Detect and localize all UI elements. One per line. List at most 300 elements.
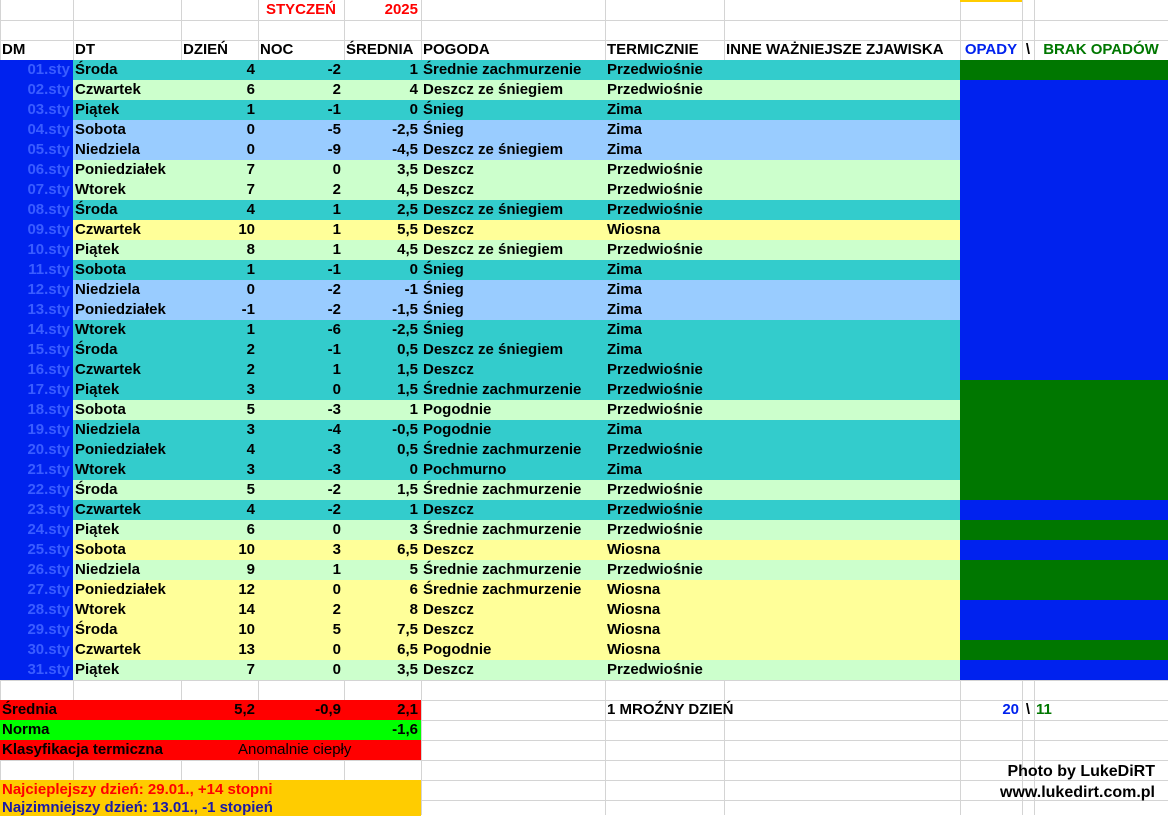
col-header-weather[interactable]: POGODA [423, 41, 490, 58]
thermal-cell[interactable]: Przedwiośnie [605, 200, 724, 220]
frost-days-cell[interactable]: 1 MROŹNY DZIEŃ [607, 701, 734, 718]
day-temp-cell[interactable]: 9 [181, 560, 258, 580]
avg-temp-cell[interactable]: 6 [344, 580, 421, 600]
avg-temp-cell[interactable]: 2,5 [344, 200, 421, 220]
weather-cell[interactable]: Deszcz [421, 540, 605, 560]
weather-cell[interactable]: Deszcz [421, 180, 605, 200]
weather-cell[interactable]: Deszcz ze śniegiem [421, 200, 605, 220]
night-temp-cell[interactable]: 0 [258, 160, 344, 180]
date-cell[interactable]: 11.sty [0, 260, 73, 280]
no-precip-indicator [960, 560, 1168, 580]
avg-temp-cell[interactable]: -4,5 [344, 140, 421, 160]
precip-indicator [960, 320, 1168, 340]
events-cell[interactable] [724, 380, 960, 400]
thermal-cell[interactable]: Zima [605, 340, 724, 360]
avg-temp-cell[interactable]: 0 [344, 100, 421, 120]
class-value-cell[interactable]: Anomalnie ciepły [236, 740, 421, 760]
precip-indicator [960, 200, 1168, 220]
avg-night-cell[interactable]: -0,9 [258, 700, 344, 720]
weather-cell[interactable]: Pochmurno [421, 460, 605, 480]
day-temp-cell[interactable]: 10 [181, 220, 258, 240]
weekday-cell[interactable]: Środa [73, 340, 181, 360]
weekday-cell[interactable]: Piątek [73, 520, 181, 540]
thermal-cell[interactable]: Przedwiośnie [605, 440, 724, 460]
events-cell[interactable] [724, 660, 960, 680]
col-header-night[interactable]: NOC [260, 41, 294, 58]
events-cell[interactable] [724, 420, 960, 440]
date-cell[interactable]: 18.sty [0, 400, 73, 420]
no-precip-indicator [960, 400, 1168, 420]
avg-temp-cell[interactable]: 7,5 [344, 620, 421, 640]
night-temp-cell[interactable]: -2 [258, 60, 344, 80]
weather-cell[interactable]: Pogodnie [421, 420, 605, 440]
events-cell[interactable] [724, 500, 960, 520]
weekday-cell[interactable]: Sobota [73, 120, 181, 140]
thermal-cell[interactable]: Przedwiośnie [605, 400, 724, 420]
day-temp-cell[interactable]: 3 [181, 380, 258, 400]
precip-indicator [960, 600, 1168, 620]
night-temp-cell[interactable]: -4 [258, 420, 344, 440]
avg-temp-cell[interactable]: 5,5 [344, 220, 421, 240]
weather-cell[interactable]: Deszcz [421, 220, 605, 240]
night-temp-cell[interactable]: -2 [258, 480, 344, 500]
thermal-cell[interactable]: Zima [605, 140, 724, 160]
class-label-cell[interactable]: Klasyfikacja termiczna [0, 740, 236, 760]
avg-temp-cell[interactable]: 1 [344, 400, 421, 420]
weather-cell[interactable]: Średnie zachmurzenie [421, 60, 605, 80]
thermal-cell[interactable]: Przedwiośnie [605, 380, 724, 400]
warmest-note[interactable]: Najcieplejszy dzień: 29.01., +14 stopni [2, 781, 273, 798]
day-temp-cell[interactable]: 10 [181, 620, 258, 640]
date-cell[interactable]: 03.sty [0, 100, 73, 120]
thermal-cell[interactable]: Przedwiośnie [605, 520, 724, 540]
weekday-cell[interactable]: Niedziela [73, 280, 181, 300]
weather-cell[interactable]: Śnieg [421, 100, 605, 120]
date-cell[interactable]: 10.sty [0, 240, 73, 260]
events-cell[interactable] [724, 140, 960, 160]
precip-indicator [960, 340, 1168, 360]
date-cell[interactable]: 02.sty [0, 80, 73, 100]
photo-credit[interactable]: Photo by LukeDiRT [1007, 763, 1155, 780]
weekday-cell[interactable]: Piątek [73, 380, 181, 400]
no-precip-indicator [960, 640, 1168, 660]
day-temp-cell[interactable]: 1 [181, 320, 258, 340]
weather-cell[interactable]: Pogodnie [421, 640, 605, 660]
night-temp-cell[interactable]: 3 [258, 540, 344, 560]
day-temp-cell[interactable]: 4 [181, 440, 258, 460]
precip-indicator [960, 160, 1168, 180]
events-cell[interactable] [724, 320, 960, 340]
thermal-cell[interactable]: Przedwiośnie [605, 240, 724, 260]
day-temp-cell[interactable]: 4 [181, 500, 258, 520]
night-temp-cell[interactable]: 2 [258, 180, 344, 200]
weather-cell[interactable]: Śnieg [421, 280, 605, 300]
noprecip-count-cell[interactable]: 11 [1036, 701, 1052, 718]
date-cell[interactable]: 20.sty [0, 440, 73, 460]
night-temp-cell[interactable]: 1 [258, 240, 344, 260]
thermal-cell[interactable]: Przedwiośnie [605, 60, 724, 80]
thermal-cell[interactable]: Przedwiośnie [605, 560, 724, 580]
thermal-cell[interactable]: Zima [605, 460, 724, 480]
no-precip-indicator [960, 440, 1168, 460]
weather-cell[interactable]: Deszcz [421, 660, 605, 680]
day-temp-cell[interactable]: 0 [181, 120, 258, 140]
weather-cell[interactable]: Deszcz ze śniegiem [421, 140, 605, 160]
weather-cell[interactable]: Śnieg [421, 300, 605, 320]
thermal-cell[interactable]: Przedwiośnie [605, 660, 724, 680]
day-temp-cell[interactable]: 12 [181, 580, 258, 600]
count-sep-cell[interactable]: \ [1025, 701, 1031, 718]
date-cell[interactable]: 07.sty [0, 180, 73, 200]
day-temp-cell[interactable]: 0 [181, 140, 258, 160]
weekday-cell[interactable]: Sobota [73, 400, 181, 420]
events-cell[interactable] [724, 260, 960, 280]
date-cell[interactable]: 14.sty [0, 320, 73, 340]
events-cell[interactable] [724, 340, 960, 360]
avg-temp-cell[interactable]: 3,5 [344, 660, 421, 680]
thermal-cell[interactable]: Zima [605, 320, 724, 340]
date-cell[interactable]: 26.sty [0, 560, 73, 580]
night-temp-cell[interactable]: -3 [258, 400, 344, 420]
date-cell[interactable]: 21.sty [0, 460, 73, 480]
avg-temp-cell[interactable]: 3,5 [344, 160, 421, 180]
no-precip-indicator [960, 580, 1168, 600]
col-header-day[interactable]: DZIEŃ [183, 41, 228, 58]
avg-temp-cell[interactable]: 4 [344, 80, 421, 100]
events-cell[interactable] [724, 200, 960, 220]
events-cell[interactable] [724, 620, 960, 640]
avg-temp-cell[interactable]: 3 [344, 520, 421, 540]
night-temp-cell[interactable]: 1 [258, 560, 344, 580]
precip-count-cell[interactable]: 20 [1002, 701, 1019, 718]
avg-temp-cell[interactable]: 0 [344, 260, 421, 280]
avg-temp-cell[interactable]: 6,5 [344, 640, 421, 660]
date-cell[interactable]: 27.sty [0, 580, 73, 600]
weekday-cell[interactable]: Sobota [73, 540, 181, 560]
day-temp-cell[interactable]: 8 [181, 240, 258, 260]
weather-cell[interactable]: Deszcz ze śniegiem [421, 340, 605, 360]
avg-temp-cell[interactable]: -1,5 [344, 300, 421, 320]
night-temp-cell[interactable]: 2 [258, 600, 344, 620]
thermal-cell[interactable]: Przedwiośnie [605, 160, 724, 180]
weather-cell[interactable]: Deszcz ze śniegiem [421, 80, 605, 100]
no-precip-indicator [960, 60, 1168, 80]
day-temp-cell[interactable]: 5 [181, 480, 258, 500]
night-temp-cell[interactable]: 5 [258, 620, 344, 640]
weather-cell[interactable]: Średnie zachmurzenie [421, 440, 605, 460]
night-temp-cell[interactable]: -2 [258, 500, 344, 520]
avg-temp-cell[interactable]: -1 [344, 280, 421, 300]
precip-indicator [960, 120, 1168, 140]
date-cell[interactable]: 24.sty [0, 520, 73, 540]
weekday-cell[interactable]: Środa [73, 60, 181, 80]
night-temp-cell[interactable]: 0 [258, 380, 344, 400]
weather-cell[interactable]: Śnieg [421, 260, 605, 280]
events-cell[interactable] [724, 60, 960, 80]
avg-temp-cell[interactable]: 1,5 [344, 380, 421, 400]
events-cell[interactable] [724, 520, 960, 540]
date-cell[interactable]: 15.sty [0, 340, 73, 360]
events-cell[interactable] [724, 120, 960, 140]
day-temp-cell[interactable]: 14 [181, 600, 258, 620]
weekday-cell[interactable]: Czwartek [73, 500, 181, 520]
day-temp-cell[interactable]: 5 [181, 400, 258, 420]
col-header-precip[interactable]: OPADY [964, 41, 1018, 58]
day-temp-cell[interactable]: 2 [181, 360, 258, 380]
weekday-cell[interactable]: Piątek [73, 660, 181, 680]
thermal-cell[interactable]: Przedwiośnie [605, 500, 724, 520]
events-cell[interactable] [724, 480, 960, 500]
events-cell[interactable] [724, 400, 960, 420]
avg-temp-cell[interactable]: 6,5 [344, 540, 421, 560]
weekday-cell[interactable]: Środa [73, 480, 181, 500]
avg-temp-cell[interactable]: 8 [344, 600, 421, 620]
date-cell[interactable]: 16.sty [0, 360, 73, 380]
weekday-cell[interactable]: Poniedziałek [73, 160, 181, 180]
weather-cell[interactable]: Średnie zachmurzenie [421, 560, 605, 580]
weekday-cell[interactable]: Środa [73, 200, 181, 220]
date-cell[interactable]: 06.sty [0, 160, 73, 180]
col-header-dm[interactable]: DM [2, 41, 26, 58]
no-precip-indicator [960, 420, 1168, 440]
avg-temp-cell[interactable]: -0,5 [344, 420, 421, 440]
precip-indicator [960, 540, 1168, 560]
day-temp-cell[interactable]: 3 [181, 460, 258, 480]
events-cell[interactable] [724, 440, 960, 460]
col-header-dt[interactable]: DT [75, 41, 95, 58]
weekday-cell[interactable]: Czwartek [73, 360, 181, 380]
date-cell[interactable]: 31.sty [0, 660, 73, 680]
events-cell[interactable] [724, 100, 960, 120]
night-temp-cell[interactable]: -1 [258, 100, 344, 120]
thermal-cell[interactable]: Zima [605, 260, 724, 280]
year-cell[interactable]: 2025 [384, 1, 418, 18]
date-cell[interactable]: 19.sty [0, 420, 73, 440]
events-cell[interactable] [724, 540, 960, 560]
col-header-noprecip[interactable]: BRAK OPADÓW [1043, 41, 1159, 58]
night-temp-cell[interactable]: 2 [258, 80, 344, 100]
thermal-cell[interactable]: Zima [605, 300, 724, 320]
events-cell[interactable] [724, 640, 960, 660]
date-cell[interactable]: 30.sty [0, 640, 73, 660]
day-temp-cell[interactable]: 13 [181, 640, 258, 660]
weekday-cell[interactable]: Wtorek [73, 460, 181, 480]
col-header-sep[interactable]: \ [1025, 41, 1031, 58]
day-temp-cell[interactable]: 1 [181, 100, 258, 120]
avg-temp-cell[interactable]: 0,5 [344, 440, 421, 460]
avg-avg-cell[interactable]: 2,1 [344, 700, 421, 720]
night-temp-cell[interactable]: 1 [258, 360, 344, 380]
thermal-cell[interactable]: Zima [605, 120, 724, 140]
events-cell[interactable] [724, 180, 960, 200]
day-temp-cell[interactable]: 6 [181, 520, 258, 540]
day-temp-cell[interactable]: 3 [181, 420, 258, 440]
avg-temp-cell[interactable]: 4,5 [344, 240, 421, 260]
weekday-cell[interactable]: Czwartek [73, 220, 181, 240]
events-cell[interactable] [724, 240, 960, 260]
avg-temp-cell[interactable]: 5 [344, 560, 421, 580]
col-header-thermal[interactable]: TERMICZNIE [607, 41, 699, 58]
events-cell[interactable] [724, 600, 960, 620]
thermal-cell[interactable]: Wiosna [605, 620, 724, 640]
thermal-cell[interactable]: Przedwiośnie [605, 360, 724, 380]
avg-day-cell[interactable]: 5,2 [181, 700, 258, 720]
weekday-cell[interactable]: Niedziela [73, 420, 181, 440]
weekday-cell[interactable]: Niedziela [73, 560, 181, 580]
date-cell[interactable]: 01.sty [0, 60, 73, 80]
night-temp-cell[interactable]: 0 [258, 580, 344, 600]
thermal-cell[interactable]: Przedwiośnie [605, 480, 724, 500]
night-temp-cell[interactable]: -6 [258, 320, 344, 340]
weather-cell[interactable]: Śnieg [421, 120, 605, 140]
night-temp-cell[interactable]: -1 [258, 340, 344, 360]
events-cell[interactable] [724, 460, 960, 480]
col-header-avg[interactable]: ŚREDNIA [346, 41, 414, 58]
date-cell[interactable]: 25.sty [0, 540, 73, 560]
date-cell[interactable]: 08.sty [0, 200, 73, 220]
night-temp-cell[interactable]: -5 [258, 120, 344, 140]
weekday-cell[interactable]: Piątek [73, 240, 181, 260]
date-cell[interactable]: 13.sty [0, 300, 73, 320]
weather-cell[interactable]: Średnie zachmurzenie [421, 480, 605, 500]
month-cell[interactable]: STYCZEŃ [265, 1, 336, 18]
events-cell[interactable] [724, 160, 960, 180]
weekday-cell[interactable]: Piątek [73, 100, 181, 120]
weather-cell[interactable]: Deszcz [421, 600, 605, 620]
events-cell[interactable] [724, 580, 960, 600]
weekday-cell[interactable]: Wtorek [73, 180, 181, 200]
night-temp-cell[interactable]: 0 [258, 520, 344, 540]
thermal-cell[interactable]: Wiosna [605, 640, 724, 660]
thermal-cell[interactable]: Przedwiośnie [605, 180, 724, 200]
coldest-note[interactable]: Najzimniejszy dzień: 13.01., -1 stopień [2, 799, 273, 816]
thermal-cell[interactable]: Wiosna [605, 540, 724, 560]
day-temp-cell[interactable]: 1 [181, 260, 258, 280]
precip-indicator [960, 280, 1168, 300]
weekday-cell[interactable]: Czwartek [73, 640, 181, 660]
day-temp-cell[interactable]: 7 [181, 160, 258, 180]
weekday-cell[interactable]: Sobota [73, 260, 181, 280]
date-cell[interactable]: 28.sty [0, 600, 73, 620]
avg-temp-cell[interactable]: 1,5 [344, 360, 421, 380]
precip-indicator [960, 300, 1168, 320]
night-temp-cell[interactable]: 1 [258, 200, 344, 220]
weekday-cell[interactable]: Wtorek [73, 320, 181, 340]
events-cell[interactable] [724, 560, 960, 580]
weather-cell[interactable]: Pogodnie [421, 400, 605, 420]
date-cell[interactable]: 17.sty [0, 380, 73, 400]
weekday-cell[interactable]: Środa [73, 620, 181, 640]
day-temp-cell[interactable]: 7 [181, 180, 258, 200]
avg-label-cell[interactable]: Średnia [0, 700, 181, 720]
date-cell[interactable]: 29.sty [0, 620, 73, 640]
weather-cell[interactable]: Deszcz [421, 500, 605, 520]
events-cell[interactable] [724, 220, 960, 240]
weekday-cell[interactable]: Czwartek [73, 80, 181, 100]
site-credit[interactable]: www.lukedirt.com.pl [1000, 784, 1155, 801]
events-cell[interactable] [724, 280, 960, 300]
precip-indicator [960, 140, 1168, 160]
weekday-cell[interactable]: Poniedziałek [73, 440, 181, 460]
weather-cell[interactable]: Deszcz [421, 160, 605, 180]
night-temp-cell[interactable]: 0 [258, 640, 344, 660]
day-temp-cell[interactable]: 7 [181, 660, 258, 680]
avg-temp-cell[interactable]: 4,5 [344, 180, 421, 200]
day-temp-cell[interactable]: 6 [181, 80, 258, 100]
thermal-cell[interactable]: Zima [605, 420, 724, 440]
precip-indicator [960, 100, 1168, 120]
norm-label-cell[interactable]: Norma [0, 720, 344, 740]
weekday-cell[interactable]: Poniedziałek [73, 580, 181, 600]
events-cell[interactable] [724, 360, 960, 380]
day-temp-cell[interactable]: 4 [181, 200, 258, 220]
weekday-cell[interactable]: Poniedziałek [73, 300, 181, 320]
precip-indicator [960, 620, 1168, 640]
avg-temp-cell[interactable]: 0 [344, 460, 421, 480]
date-cell[interactable]: 22.sty [0, 480, 73, 500]
avg-temp-cell[interactable]: 1,5 [344, 480, 421, 500]
norm-value-cell[interactable]: -1,6 [344, 720, 421, 740]
precip-indicator [960, 360, 1168, 380]
day-temp-cell[interactable]: 0 [181, 280, 258, 300]
weather-cell[interactable]: Deszcz [421, 620, 605, 640]
events-cell[interactable] [724, 300, 960, 320]
thermal-cell[interactable]: Zima [605, 280, 724, 300]
weather-cell[interactable]: Średnie zachmurzenie [421, 580, 605, 600]
weekday-cell[interactable]: Wtorek [73, 600, 181, 620]
day-temp-cell[interactable]: 4 [181, 60, 258, 80]
avg-temp-cell[interactable]: 1 [344, 60, 421, 80]
thermal-cell[interactable]: Wiosna [605, 220, 724, 240]
night-temp-cell[interactable]: -3 [258, 440, 344, 460]
weather-cell[interactable]: Śnieg [421, 320, 605, 340]
date-cell[interactable]: 12.sty [0, 280, 73, 300]
day-temp-cell[interactable]: 2 [181, 340, 258, 360]
weather-cell[interactable]: Deszcz ze śniegiem [421, 240, 605, 260]
thermal-cell[interactable]: Wiosna [605, 600, 724, 620]
avg-temp-cell[interactable]: -2,5 [344, 320, 421, 340]
night-temp-cell[interactable]: -9 [258, 140, 344, 160]
avg-temp-cell[interactable]: 0,5 [344, 340, 421, 360]
night-temp-cell[interactable]: 1 [258, 220, 344, 240]
thermal-cell[interactable]: Przedwiośnie [605, 80, 724, 100]
header-accent [960, 0, 1022, 2]
thermal-cell[interactable]: Zima [605, 100, 724, 120]
night-temp-cell[interactable]: -2 [258, 280, 344, 300]
night-temp-cell[interactable]: -1 [258, 260, 344, 280]
weather-cell[interactable]: Średnie zachmurzenie [421, 380, 605, 400]
date-cell[interactable]: 23.sty [0, 500, 73, 520]
date-cell[interactable]: 09.sty [0, 220, 73, 240]
weather-cell[interactable]: Średnie zachmurzenie [421, 520, 605, 540]
night-temp-cell[interactable]: -2 [258, 300, 344, 320]
night-temp-cell[interactable]: 0 [258, 660, 344, 680]
day-temp-cell[interactable]: 10 [181, 540, 258, 560]
night-temp-cell[interactable]: -3 [258, 460, 344, 480]
weekday-cell[interactable]: Niedziela [73, 140, 181, 160]
events-cell[interactable] [724, 80, 960, 100]
thermal-cell[interactable]: Wiosna [605, 580, 724, 600]
day-temp-cell[interactable]: -1 [181, 300, 258, 320]
precip-indicator [960, 180, 1168, 200]
col-header-events[interactable]: INNE WAŻNIEJSZE ZJAWISKA [726, 41, 944, 58]
weather-cell[interactable]: Deszcz [421, 360, 605, 380]
avg-temp-cell[interactable]: 1 [344, 500, 421, 520]
avg-temp-cell[interactable]: -2,5 [344, 120, 421, 140]
date-cell[interactable]: 04.sty [0, 120, 73, 140]
date-cell[interactable]: 05.sty [0, 140, 73, 160]
precip-indicator [960, 500, 1168, 520]
